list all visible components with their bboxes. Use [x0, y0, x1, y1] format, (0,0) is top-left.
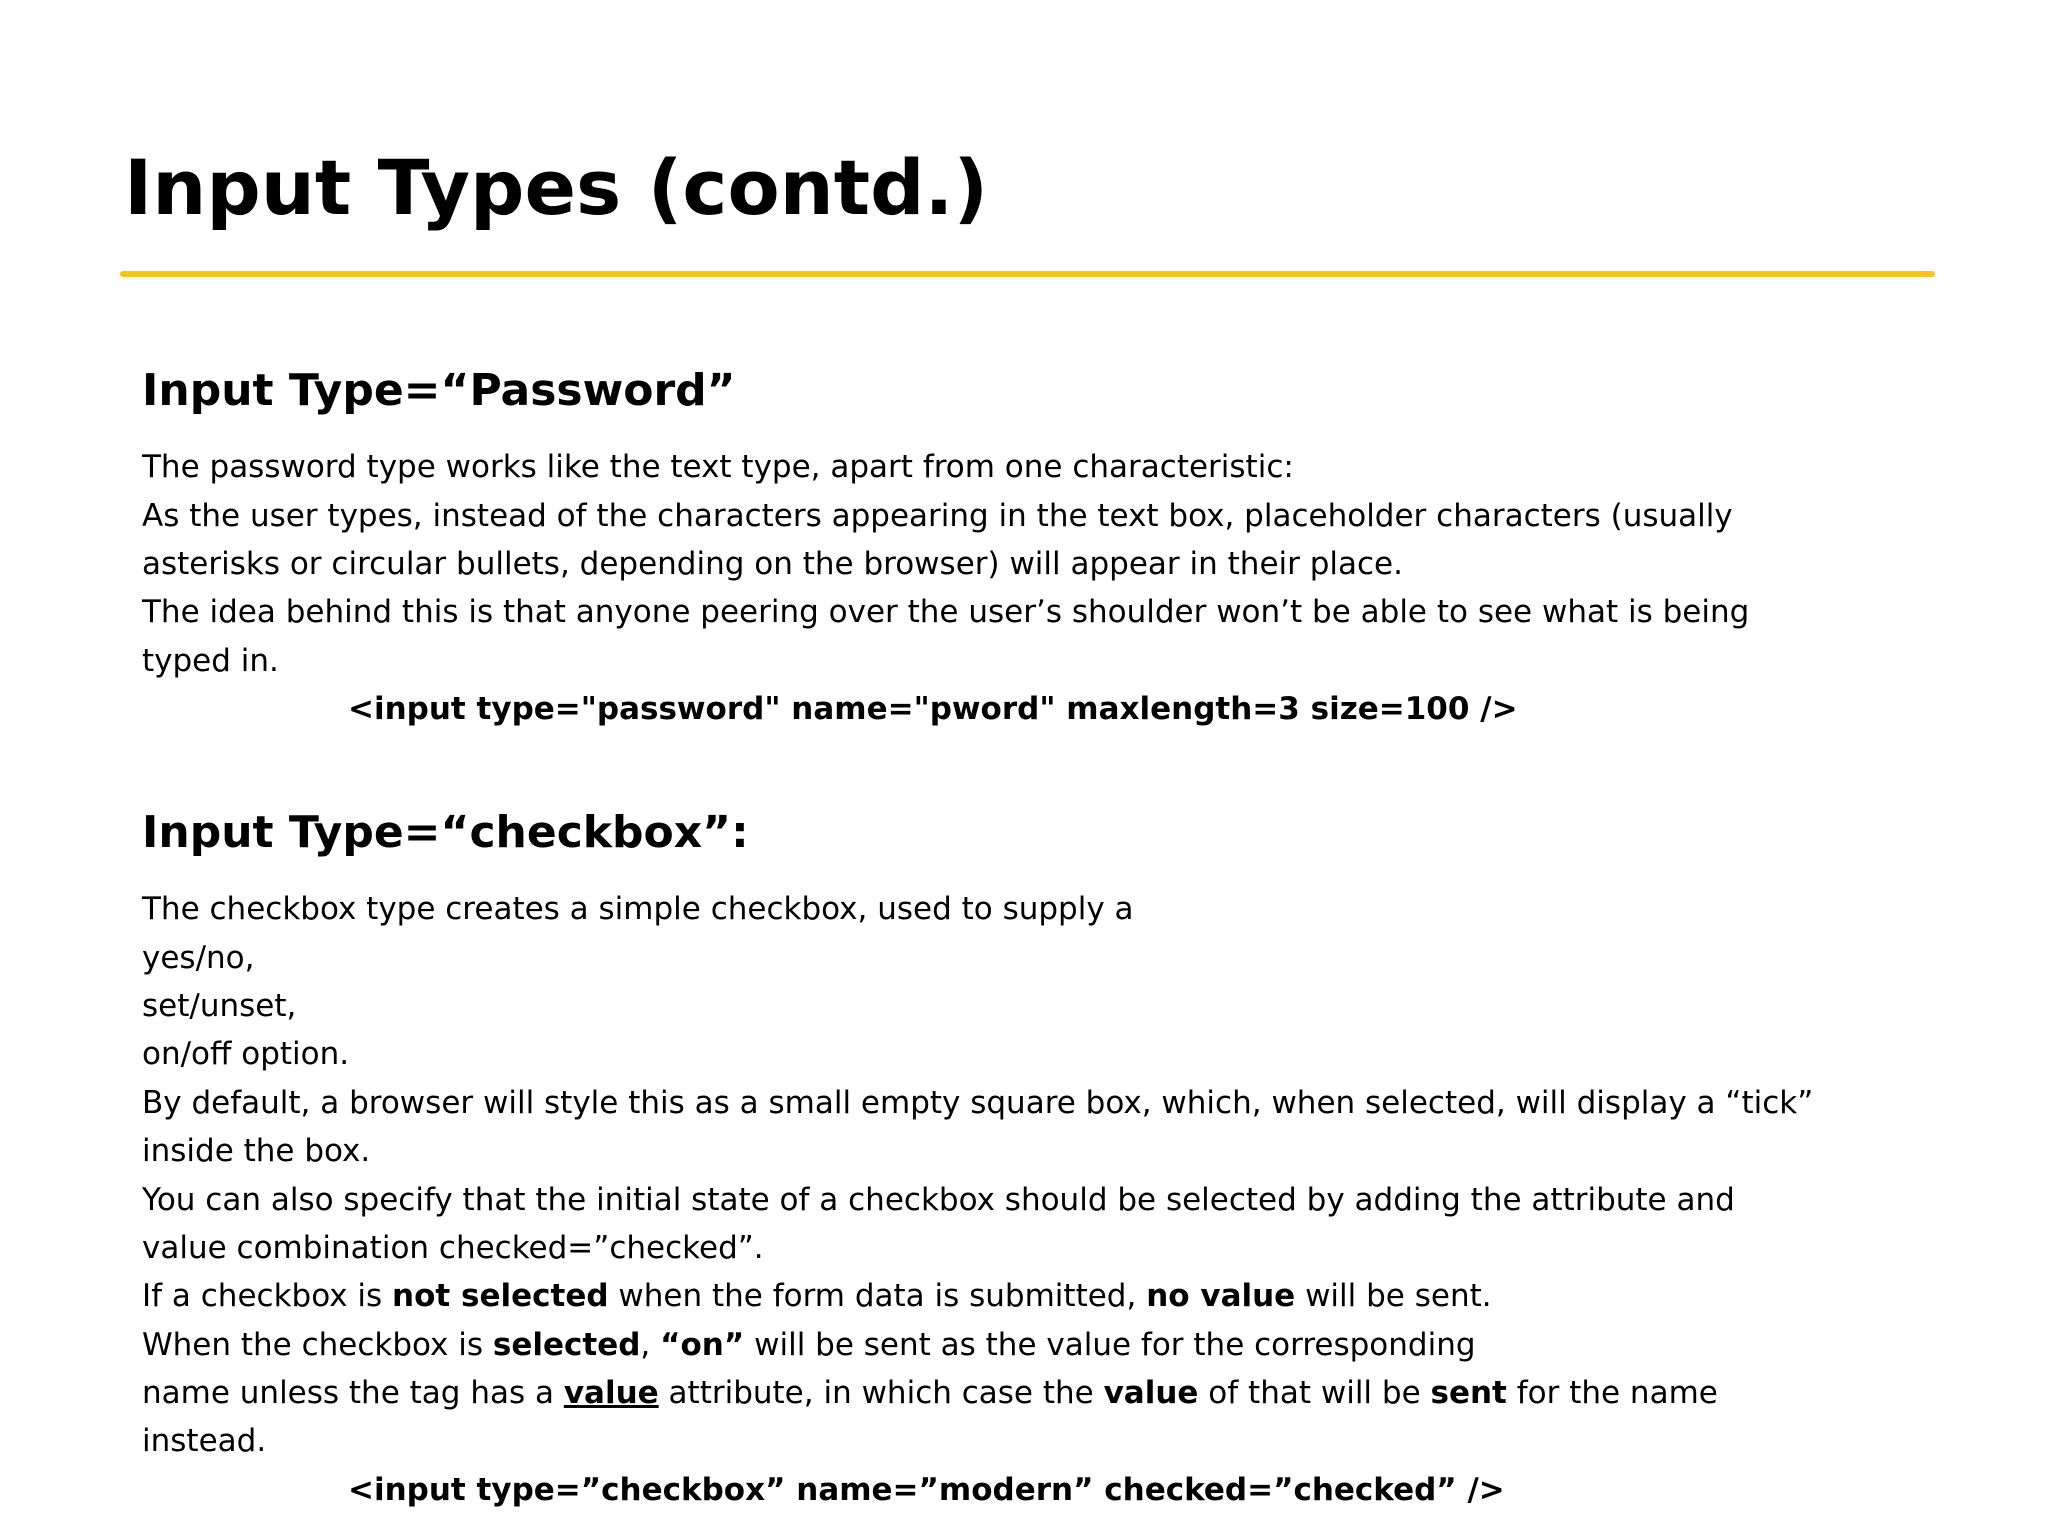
password-section: [142, 362, 1932, 734]
slide-title: Input Types (contd.): [124, 143, 989, 232]
text-segment: When the checkbox is: [142, 1326, 493, 1363]
checkbox-code-example: <input type=”checkbox” name=”modern” checked=”checked” />: [348, 1471, 1505, 1508]
text-segment: attribute, in which case the: [658, 1375, 1104, 1412]
password-text-line: The password type works like the text type, apart from one characteristic:: [142, 449, 1294, 486]
emphasis-not-selected: not selected: [392, 1278, 609, 1315]
emphasis-selected: selected: [492, 1326, 641, 1363]
checkbox-text-line: yes/no,: [142, 939, 255, 976]
checkbox-text-line: By default, a browser will style this as a small empty square box, which, when selected, will display a “tick”: [142, 1084, 1814, 1121]
emphasis-value: value: [1103, 1375, 1199, 1412]
emphasis-value-underlined: value: [563, 1375, 659, 1412]
password-body: [142, 443, 1932, 733]
not-selected-line: [142, 1272, 1932, 1320]
title-divider: [120, 271, 1935, 277]
selected-line: [142, 1321, 1932, 1369]
password-text-line: As the user types, instead of the characters appearing in the text box, placeholder characters (usually: [142, 497, 1733, 534]
text-segment: will be sent as the value for the corresponding: [744, 1326, 1476, 1363]
emphasis-no-value: no value: [1146, 1278, 1296, 1315]
checkbox-text-line: instead.: [142, 1423, 267, 1460]
text-segment: will be sent.: [1295, 1278, 1492, 1315]
password-text-line: The idea behind this is that anyone peering over the user’s shoulder won’t be able to see what is being: [142, 594, 1750, 631]
text-segment: when the form data is submitted,: [608, 1278, 1147, 1315]
checkbox-heading: Input Type=“checkbox”:: [142, 807, 749, 858]
checkbox-text-line: inside the box.: [142, 1133, 371, 1170]
checkbox-text-line: on/off option.: [142, 1036, 350, 1073]
checkbox-text-line: You can also specify that the initial state of a checkbox should be selected by adding the attribute and: [142, 1181, 1735, 1218]
checkbox-body: [142, 885, 1932, 1514]
checkbox-section: [142, 804, 1932, 1514]
text-segment: ,: [640, 1326, 661, 1363]
emphasis-sent: sent: [1430, 1375, 1507, 1412]
password-code-example: <input type="password" name="pword" maxlength=3 size=100 />: [348, 691, 1518, 728]
text-segment: If a checkbox is: [142, 1278, 393, 1315]
password-text-line: typed in.: [142, 642, 279, 679]
checkbox-text-line: set/unset,: [142, 987, 297, 1024]
text-segment: for the name: [1506, 1375, 1718, 1412]
password-text-line: asterisks or circular bullets, depending on the browser) will appear in their place.: [142, 545, 1403, 582]
checkbox-text-line: The checkbox type creates a simple checkbox, used to supply a: [142, 891, 1134, 928]
checkbox-text-line: value combination checked=”checked”.: [142, 1229, 764, 1266]
emphasis-on: “on”: [660, 1326, 745, 1363]
text-segment: name unless the tag has a: [142, 1375, 564, 1412]
value-line: [142, 1369, 1932, 1417]
text-segment: of that will be: [1198, 1375, 1431, 1412]
password-heading: Input Type=“Password”: [142, 365, 736, 416]
